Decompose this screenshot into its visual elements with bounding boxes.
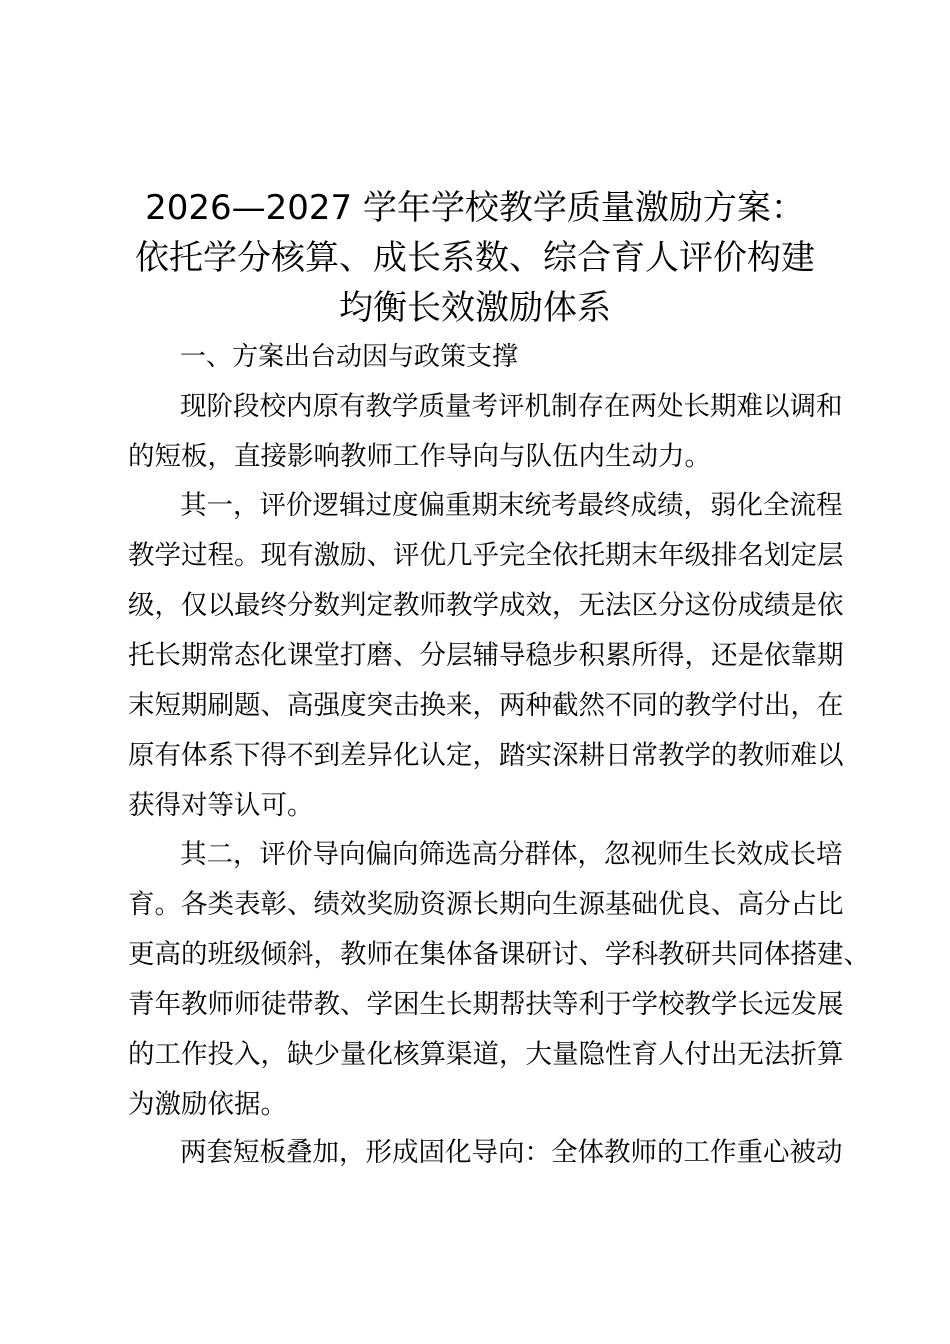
paragraph-3-line-1: 其二，评价导向偏向筛选高分群体，忽视师生长效成长培 (180, 839, 843, 870)
paragraph-3-line-5: 的工作投入，缺少量化核算渠道，大量隐性育人付出无法折算 (128, 1039, 844, 1070)
paragraph-4 (128, 1128, 843, 1178)
paragraph-2-line-2: 教学过程。现有激励、评优几乎完全依托期末年级排名划定层 (128, 540, 844, 571)
paragraph-4-line-1: 两套短板叠加，形成固化导向：全体教师的工作重心被动 (180, 1137, 843, 1168)
paragraph-2-line-6: 原有体系下得不到差异化认定，踏实深耕日常教学的教师难以 (128, 740, 844, 771)
paragraph-3-line-2: 育。各类表彰、绩效奖励资源长期向生源基础优良、高分占比 (128, 889, 844, 920)
title-line-1: 2026—2027 学年学校教学质量激励方案： (145, 188, 805, 228)
paragraph-1-line-1: 现阶段校内原有教学质量考评机制存在两处长期难以调和 (180, 391, 843, 422)
paragraph-3-line-3: 更高的班级倾斜，教师在集体备课研讨、学科教研共同体搭建、 (128, 939, 870, 970)
paragraph-1 (128, 382, 843, 482)
document-title (110, 183, 840, 333)
paragraph-1-line-2: 的短板，直接影响教师工作导向与队伍内生动力。 (128, 441, 711, 472)
paragraph-2-line-4: 托长期常态化课堂打磨、分层辅导稳步积累所得，还是依靠期 (128, 640, 844, 671)
paragraph-3 (128, 830, 870, 1130)
title-line-3: 均衡长效激励体系 (339, 288, 611, 328)
paragraph-3-line-6: 为激励依据。 (128, 1089, 287, 1120)
paragraph-2-line-3: 级，仅以最终分数判定教师教学成效，无法区分这份成绩是依 (128, 590, 844, 621)
paragraph-2-line-7: 获得对等认可。 (128, 790, 314, 821)
paragraph-3-line-4: 青年教师师徒带教、学困生长期帮扶等利于学校教学长远发展 (128, 989, 844, 1020)
paragraph-2-line-5: 末短期刷题、高强度突击换来，两种截然不同的教学付出，在 (128, 690, 844, 721)
title-line-2: 依托学分核算、成长系数、综合育人评价构建 (135, 238, 815, 278)
paragraph-2-line-1: 其一，评价逻辑过度偏重期末统考最终成绩，弱化全流程 (180, 490, 843, 521)
paragraph-2 (128, 481, 844, 831)
section-heading: 一、方案出台动因与政策支撑 (180, 342, 519, 372)
